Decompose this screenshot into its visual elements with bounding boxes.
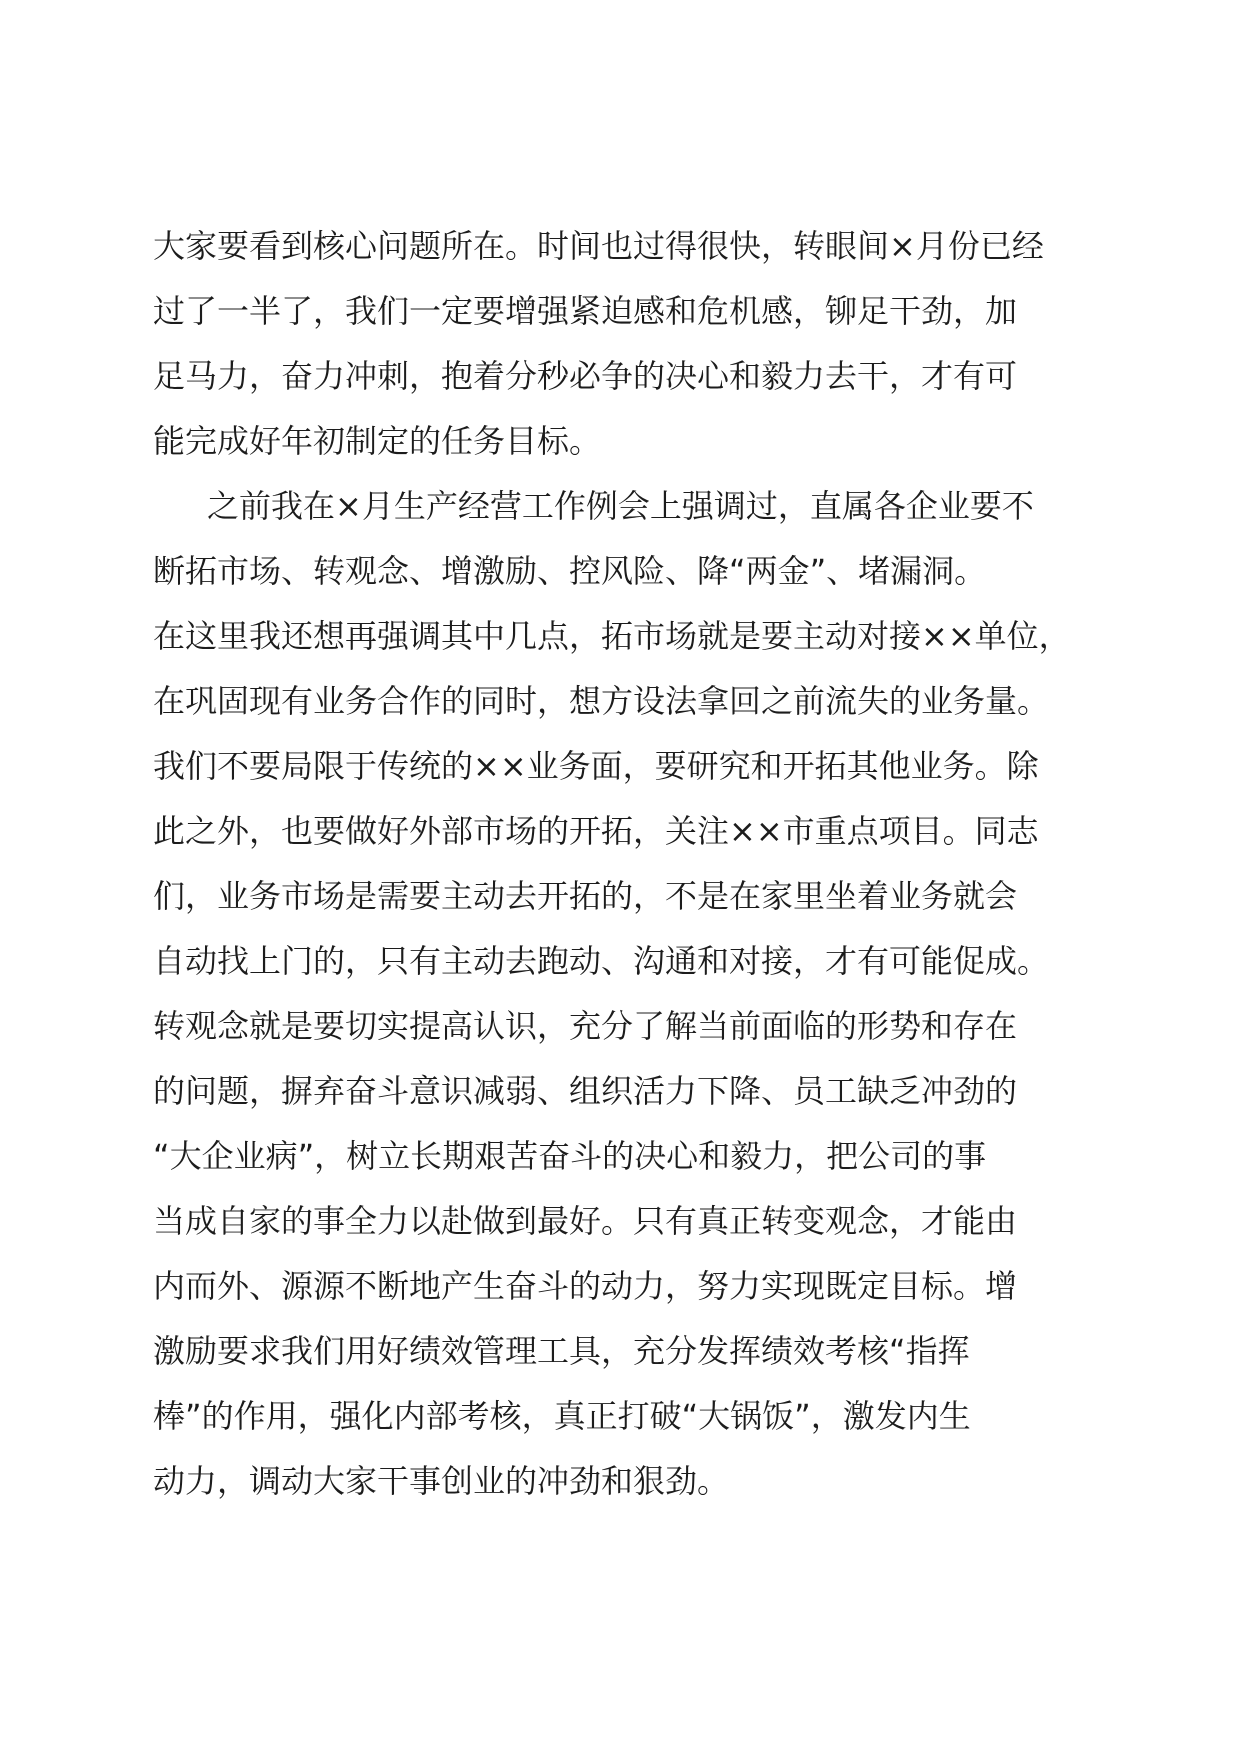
text-line: 内而外、源源不断地产生奋斗的动力，努力实现既定目标。增	[153, 1267, 1018, 1305]
text-line: 能完成好年初制定的任务目标。	[153, 422, 602, 460]
text-line: 动力，调动大家干事创业的冲劲和狠劲。	[153, 1462, 730, 1500]
body-text	[153, 214, 1113, 1514]
text-line: 们，业务市场是需要主动去开拓的，不是在家里坐着业务就会	[153, 877, 1018, 915]
text-line: 我们不要局限于传统的××业务面，要研究和开拓其他业务。除	[153, 747, 1039, 785]
text-line: 断拓市场、转观念、增激励、控风险、降“两金”、堵漏洞。	[153, 552, 987, 590]
text-line: 在这里我还想再强调其中几点，拓市场就是要主动对接××单位，	[153, 617, 1071, 655]
text-line: 转观念就是要切实提高认识，充分了解当前面临的形势和存在	[153, 1007, 1018, 1045]
text-line: 自动找上门的，只有主动去跑动、沟通和对接，才有可能促成。	[153, 942, 1050, 980]
text-line: 在巩固现有业务合作的同时，想方设法拿回之前流失的业务量。	[153, 682, 1050, 720]
text-line: 此之外，也要做好外部市场的开拓，关注××市重点项目。同志	[153, 812, 1039, 850]
paragraph-start-line: 之前我在×月生产经营工作例会上强调过，直属各企业要不	[207, 487, 1034, 525]
text-line: 过了一半了，我们一定要增强紧迫感和危机感，铆足干劲，加	[153, 292, 1018, 330]
text-line: 棒”的作用，强化内部考核，真正打破“大锅饭”，激发内生	[153, 1397, 971, 1435]
text-line: 的问题，摒弃奋斗意识减弱、组织活力下降、员工缺乏冲劲的	[153, 1072, 1018, 1110]
text-line: 足马力，奋力冲刺，抱着分秒必争的决心和毅力去干，才有可	[153, 357, 1018, 395]
text-line: “大企业病”，树立长期艰苦奋斗的决心和毅力，把公司的事	[153, 1137, 987, 1175]
text-line: 当成自家的事全力以赴做到最好。只有真正转变观念，才能由	[153, 1202, 1018, 1240]
text-line: 大家要看到核心问题所在。时间也过得很快，转眼间×月份已经	[153, 227, 1044, 265]
text-line: 激励要求我们用好绩效管理工具，充分发挥绩效考核“指挥	[153, 1332, 970, 1370]
